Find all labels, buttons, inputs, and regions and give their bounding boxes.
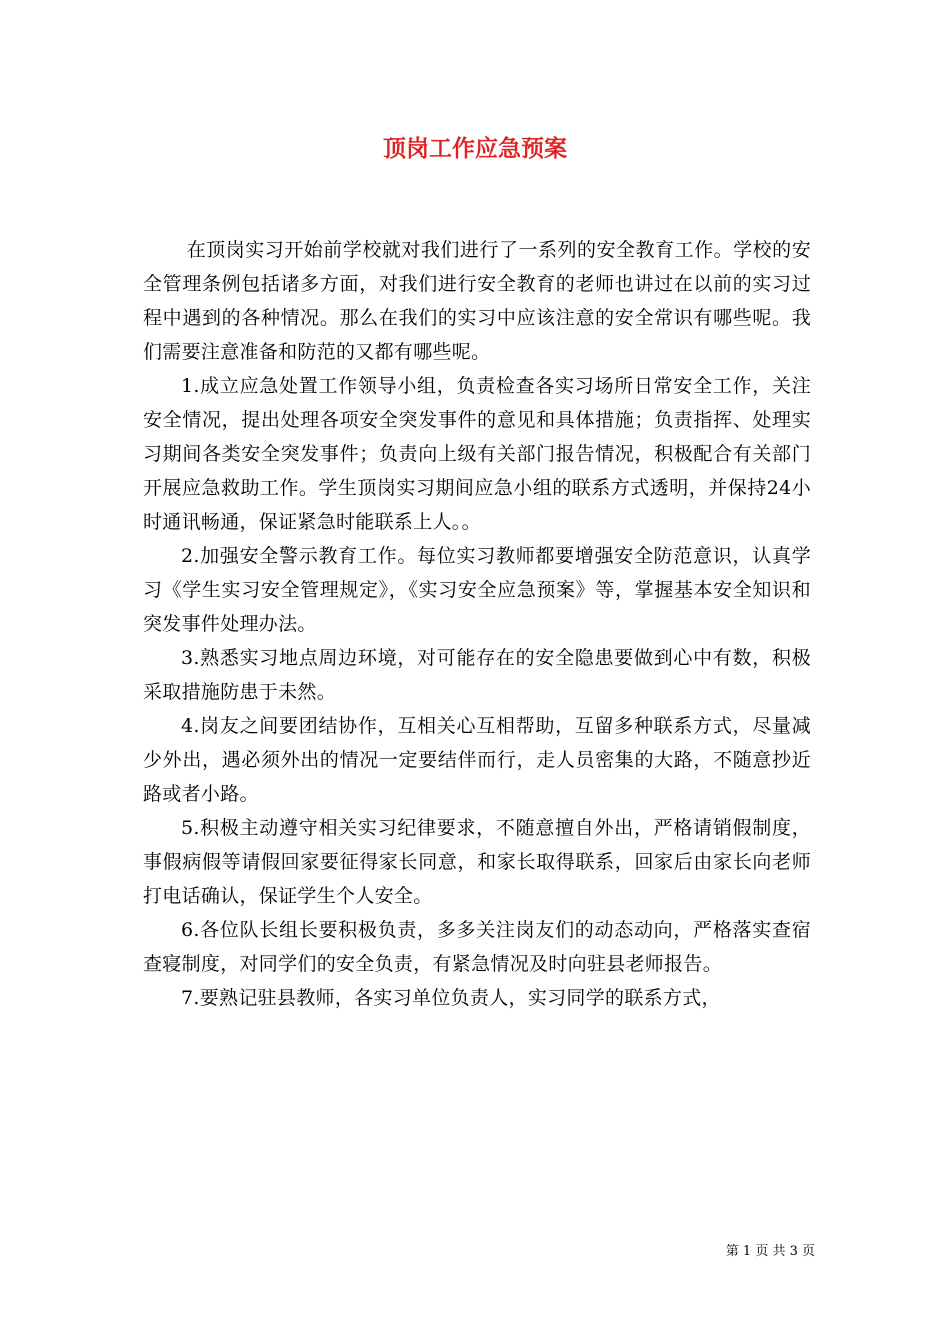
paragraph-item-3: 3.熟悉实习地点周边环境，对可能存在的安全隐患要做到心中有数，积极采取措施防患于未然。 (143, 647, 811, 703)
paragraph-item-6: 6.各位队长组长要积极负责，多多关注岗友们的动态动向，严格落实查宿查寝制度，对同学们的安全负责，有紧急情况及时向驻县老师报告。 (143, 919, 811, 975)
paragraph-item-1: 1.成立应急处置工作领导小组，负责检查各实习场所日常安全工作，关注安全情况，提出处理各项安全突发事件的意见和具体措施；负责指挥、处理实习期间各类安全突发事件；负责向上级有关部门报告情况，积极配合有关部门开展应急救助工作。学生顶岗实习期间应急小组的联系方式透明，并保持24小时通讯畅通，保证紧急时能联系上人。。 (143, 375, 811, 533)
document-body (143, 233, 811, 1015)
paragraph-item-2: 2.加强安全警示教育工作。每位实习教师都要增强安全防范意识，认真学习《学生实习安全管理规定》，《实习安全应急预案》等，掌握基本安全知识和突发事件处理办法。 (143, 545, 811, 635)
page-number-footer: 第 1 页 共 3 页 (725, 1244, 815, 1259)
paragraph-item-5: 5.积极主动遵守相关实习纪律要求，不随意擅自外出，严格请销假制度，事假病假等请假回家要征得家长同意，和家长取得联系，回家后由家长向老师打电话确认，保证学生个人安全。 (143, 817, 811, 907)
paragraph-intro: 在顶岗实习开始前学校就对我们进行了一系列的安全教育工作。学校的安全管理条例包括诸多方面，对我们进行安全教育的老师也讲过在以前的实习过程中遇到的各种情况。那么在我们的实习中应该注意的安全常识有哪些呢。我们需要注意准备和防范的又都有哪些呢。 (143, 239, 811, 363)
document-title: 顶岗工作应急预案 (383, 136, 567, 162)
paragraph-item-7: 7.要熟记驻县教师，各实习单位负责人，实习同学的联系方式， (181, 987, 721, 1009)
paragraph-item-4: 4.岗友之间要团结协作，互相关心互相帮助，互留多种联系方式，尽量减少外出，遇必须外出的情况一定要结伴而行，走人员密集的大路，不随意抄近路或者小路。 (143, 715, 811, 805)
